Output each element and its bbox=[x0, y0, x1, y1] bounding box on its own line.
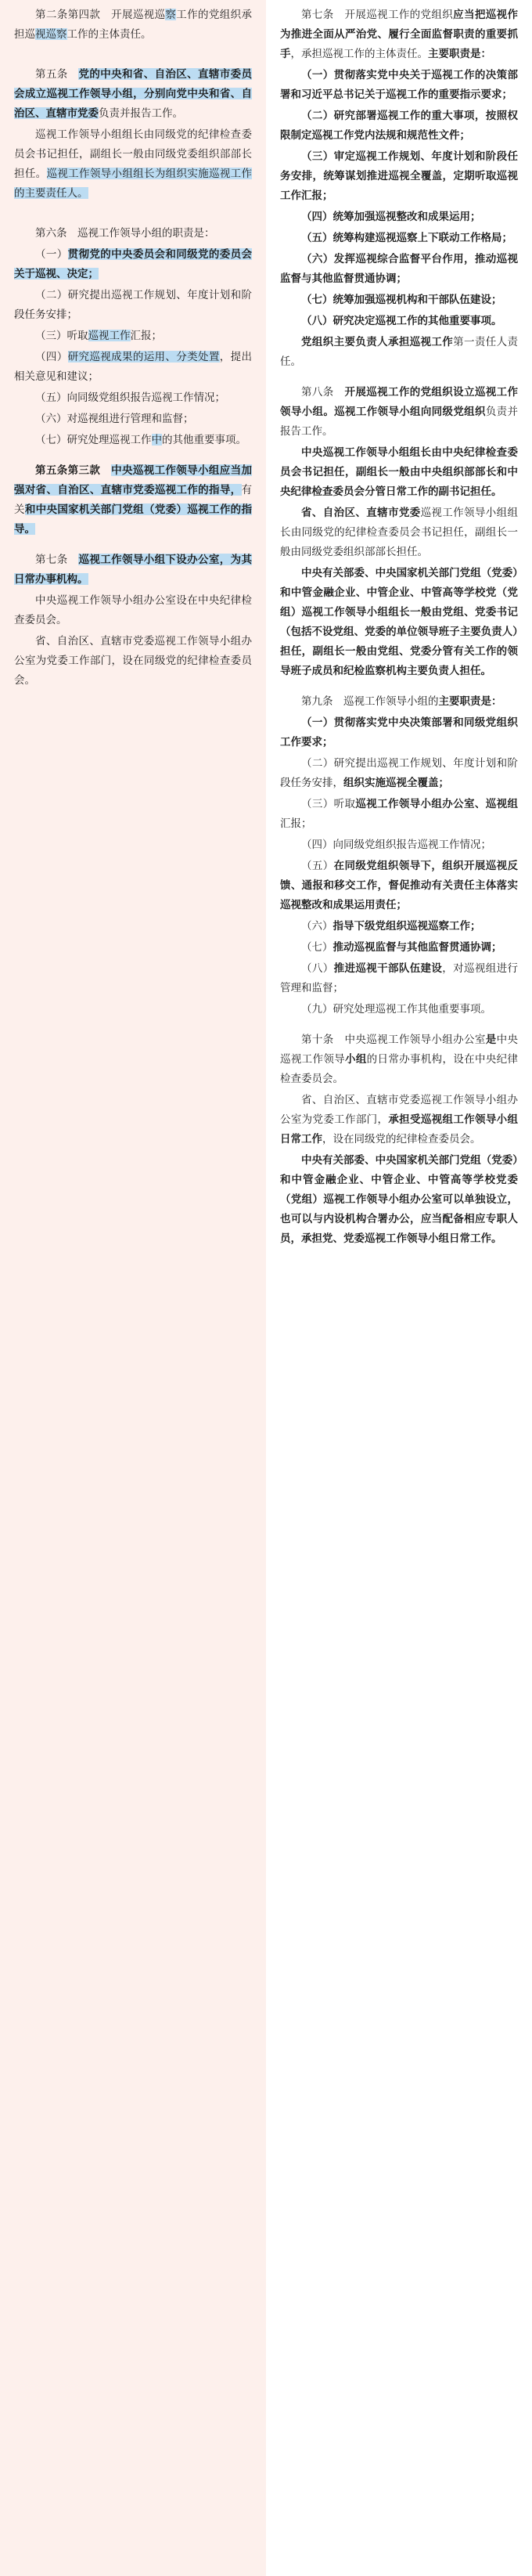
paragraph-art-7-r-5 bbox=[280, 228, 518, 247]
paragraph-art-10-r-p2 bbox=[280, 1090, 518, 1149]
text-run: 工作的党组织承担巡 bbox=[14, 9, 253, 40]
paragraph-art-7-p2 bbox=[14, 590, 252, 630]
text-run: 第六条 巡视工作领导小组的职责是： bbox=[35, 227, 215, 239]
text-run: （五）向同级党组织报告巡视工作情况； bbox=[35, 391, 225, 403]
text-run: 负责并报告工作。 bbox=[99, 107, 183, 119]
text-run: （二）研究部署巡视工作的重大事项，按照权限制定巡视工作党内法规和规范性文件； bbox=[280, 110, 518, 141]
text-run: （四）统筹加强巡视整改和成果运用； bbox=[301, 211, 481, 222]
text-run: （二）研究提出巡视工作规划、年度计划和阶段任务安排， bbox=[280, 757, 518, 788]
paragraph-art-6-6 bbox=[14, 409, 252, 428]
text-run: 推动巡视监督与其他监督贯通协调； bbox=[332, 941, 502, 953]
paragraph-art-5-3 bbox=[14, 460, 252, 539]
text-run: （六）发挥巡视综合监督平台作用，推动巡视监督与其他监督贯通协调； bbox=[280, 253, 518, 284]
text-run: 应当把巡视作为推进全面从严治党、履行全面监督职责的重要抓手 bbox=[280, 9, 519, 60]
paragraph-art-7-r-2 bbox=[280, 106, 518, 145]
paragraph-art-10-r bbox=[280, 1030, 518, 1088]
paragraph-art-9-r-3 bbox=[280, 794, 518, 833]
paragraph-art-6-5 bbox=[14, 388, 252, 407]
text-run: 推进巡视干部队伍建设 bbox=[333, 962, 443, 974]
text-run: 巡视工作领导小组办公室、巡视组 bbox=[355, 798, 519, 810]
text-run: 贯彻党的中央委员会和同级党的委员会关于巡视、决定； bbox=[14, 248, 253, 280]
text-run: 巡视工作 bbox=[88, 330, 131, 341]
text-run: （三）审定巡视工作规划、年度计划和阶段任务安排，统筹谋划推进巡视全覆盖，定期听取巡视工作汇报； bbox=[280, 150, 518, 201]
text-run: 第七条 开展巡视工作的党组织 bbox=[301, 9, 454, 20]
text-run: （七） bbox=[301, 941, 333, 953]
paragraph-art-7-r-3 bbox=[280, 146, 518, 205]
text-run: （八） bbox=[301, 962, 334, 974]
text-run: 和中央国家机关部门党组（党委）巡视工作的指导。 bbox=[14, 503, 253, 535]
text-run: 巡视工作领导小组组长为组织实施巡视工作的主要责任人。 bbox=[14, 168, 252, 199]
text-run: 党组织主要负责人承担巡视工作 bbox=[301, 336, 454, 348]
text-run: 组织实施巡视全覆盖； bbox=[343, 777, 449, 788]
paragraph-art-9-r-7 bbox=[280, 937, 518, 957]
right-column bbox=[266, 0, 532, 2576]
paragraph-art-10-r-p3 bbox=[280, 1150, 518, 1248]
text-run: 中央巡视工作领导小组办公室设在中央纪律检查委员会。 bbox=[14, 594, 252, 626]
text-run: （三）听取 bbox=[35, 330, 88, 341]
paragraph-art-6-1 bbox=[14, 244, 252, 283]
text-run: 主要职责是： bbox=[428, 48, 491, 60]
text-run: 省、自治区、直辖市党委 bbox=[301, 507, 421, 518]
paragraph-art-5 bbox=[14, 64, 252, 123]
text-run: （一）贯彻落实党中央关于巡视工作的决策部署和习近平总书记关于巡视工作的重要指示要求； bbox=[280, 69, 518, 100]
text-run: ，承担巡视工作的主体责任。 bbox=[290, 48, 428, 60]
text-run: 负责并报告工作。 bbox=[280, 406, 519, 437]
text-run: （一） bbox=[35, 248, 68, 260]
paragraph-art-7 bbox=[14, 550, 252, 589]
text-run: （四）向同级党组织报告巡视工作情况； bbox=[301, 839, 491, 850]
paragraph-art-5-p2 bbox=[14, 124, 252, 203]
text-run: 第一责任人责任。 bbox=[280, 336, 519, 367]
text-run: 主要职责是： bbox=[438, 695, 502, 707]
text-run: 中央巡视工作领导 bbox=[280, 1034, 519, 1065]
text-run: （七）研究处理巡视工作 bbox=[35, 434, 152, 446]
text-run: 省、自治区、直辖市党委巡视工作领导小组办公室为党委工作部门， bbox=[280, 1094, 518, 1125]
text-run: 汇报； bbox=[280, 817, 312, 829]
text-run: 第二条第四款 开展巡视巡 bbox=[35, 9, 166, 20]
paragraph-art-2-4 bbox=[14, 5, 252, 44]
text-run: （五） bbox=[301, 860, 334, 871]
paragraph-art-9-r-8 bbox=[280, 958, 518, 998]
paragraph-art-9-r-2 bbox=[280, 753, 518, 792]
text-run: 的其他重要事项。 bbox=[162, 434, 246, 446]
paragraph-art-7-p3 bbox=[14, 631, 252, 690]
text-run: 第九条 巡视工作领导小组的 bbox=[301, 695, 439, 707]
text-run: 中 bbox=[151, 434, 162, 446]
text-run: （六） bbox=[301, 920, 333, 932]
text-run: 党的中央和省、自治区、直辖市委员会成立巡视工作领导小组，分别向党中央和省、自治区、直辖市党委 bbox=[14, 68, 253, 119]
text-run: 在同级党组织领导下，组织开展巡视反馈、通报和移交工作，督促推动有关责任主体落实巡视整改和成果运用责任； bbox=[280, 860, 519, 911]
text-run: 是 bbox=[485, 1034, 497, 1045]
text-run: 第八条 bbox=[301, 386, 345, 398]
paragraph-art-7-r-end bbox=[280, 332, 518, 371]
paragraph-art-9-r-5 bbox=[280, 856, 518, 915]
text-run: 工作的主体责任。 bbox=[66, 28, 152, 40]
text-run: 有关 bbox=[14, 484, 252, 515]
text-run: ，对巡视组进行管理和监督； bbox=[280, 962, 519, 994]
text-run: 第五条 bbox=[35, 68, 79, 80]
text-run: ，设在同级党的纪律检查委员会。 bbox=[322, 1133, 481, 1145]
text-run: 承担受巡视组工作领导小组日常工作 bbox=[280, 1113, 519, 1145]
text-run: （三）听取 bbox=[301, 798, 356, 810]
paragraph-art-6-4 bbox=[14, 347, 252, 386]
paragraph-art-9-r bbox=[280, 691, 518, 711]
paragraph-art-6-7 bbox=[14, 430, 252, 449]
text-run: （二）研究提出巡视工作规划、年度计划和阶段任务安排； bbox=[14, 289, 252, 320]
paragraph-art-7-r bbox=[280, 5, 518, 63]
paragraph-art-7-r-6 bbox=[280, 249, 518, 288]
paragraph-art-7-r-1 bbox=[280, 65, 518, 104]
paragraph-art-6-3 bbox=[14, 326, 252, 345]
text-run: （一）贯彻落实党中央决策部署和同级党组织工作要求； bbox=[280, 716, 518, 748]
text-run: 指导下级党组织巡视巡察工作； bbox=[332, 920, 481, 932]
paragraph-art-6-2 bbox=[14, 285, 252, 324]
text-run: 巡视工作领导小组组长由同级党的纪律检查委员会书记担任，副组长一般由同级党委组织部部长担任。 bbox=[14, 128, 252, 179]
text-run: 第十条 中央巡视工作领导小组办公室 bbox=[301, 1034, 486, 1045]
text-run: 开展巡视工作的党组织设立巡视工作领导小组。巡视工作领导小组向同级党组织 bbox=[280, 386, 519, 417]
text-run: （六）对巡视组进行管理和监督； bbox=[35, 413, 194, 424]
text-run: （九）研究处理巡视工作其他重要事项。 bbox=[301, 1003, 491, 1015]
text-run: ，提出相关意见和建议； bbox=[14, 351, 253, 382]
paragraph-art-8-r-p4 bbox=[280, 563, 518, 680]
text-run: 中央有关部委、中央国家机关部门党组（党委）和中管金融企业、中管企业、中管高等学校党（党组）巡视工作领导小组组长一般由党组、党委书记（包括不设党组、党委的单位领导班子主要负责人）担任，副组长一般由党组、党委分管有关工作的领导班子成员和纪检监察机构主要负责人担任。 bbox=[280, 567, 518, 676]
text-run: 汇报； bbox=[130, 330, 162, 341]
text-run: 巡视工作领导小组下设办公室，为其日常办事机构。 bbox=[14, 554, 253, 585]
text-run: 小组 bbox=[345, 1053, 367, 1065]
paragraph-art-8-r bbox=[280, 382, 518, 441]
text-run: 的日常办事机构，设在中央纪律检查委员会。 bbox=[280, 1053, 519, 1084]
text-run: （七）统筹加强巡视机构和干部队伍建设； bbox=[301, 294, 502, 305]
text-run: （八）研究决定巡视工作的其他重要事项。 bbox=[301, 315, 502, 327]
paragraph-art-7-r-7 bbox=[280, 290, 518, 309]
paragraph-art-8-r-p2 bbox=[280, 442, 518, 501]
text-run: 视巡察 bbox=[35, 28, 67, 40]
text-run: 第五条第三款 bbox=[35, 464, 112, 476]
paragraph-art-7-r-4 bbox=[280, 207, 518, 226]
paragraph-art-6 bbox=[14, 223, 252, 243]
paragraph-art-9-r-6 bbox=[280, 916, 518, 936]
text-run: 察 bbox=[165, 9, 177, 20]
paragraph-art-9-r-1 bbox=[280, 713, 518, 752]
paragraph-art-9-r-9 bbox=[280, 999, 518, 1019]
text-run: 第七条 bbox=[35, 554, 79, 565]
text-run: （五）统筹构建巡视巡察上下联动工作格局； bbox=[301, 232, 512, 244]
paragraph-art-8-r-p3 bbox=[280, 503, 518, 561]
paragraph-art-7-r-8 bbox=[280, 311, 518, 330]
text-run: （四） bbox=[35, 351, 68, 363]
text-run: 巡视工作领导小组组长由同级党的纪律检查委员会书记担任，副组长一般由同级党委组织部部长担任。 bbox=[280, 507, 519, 557]
text-run: 中央巡视工作领导小组应当加强对省、自治区、直辖市党委巡视工作的指导， bbox=[14, 464, 253, 496]
paragraph-art-9-r-4 bbox=[280, 835, 518, 854]
text-run: 省、自治区、直辖市党委巡视工作领导小组办公室为党委工作部门，设在同级党的纪律检查委员会。 bbox=[14, 635, 252, 686]
text-run: 研究巡视成果的运用、分类处置 bbox=[67, 351, 220, 363]
text-run: 中央巡视工作领导小组组长由中央纪律检查委员会书记担任，副组长一般由中央组织部部长和中央纪律检查委员会分管日常工作的副书记担任。 bbox=[280, 446, 518, 497]
text-run: 中央有关部委、中央国家机关部门党组（党委）和中管金融企业、中管企业、中管高等学校党委（党组）巡视工作领导小组办公室可以单独设立，也可以与内设机构合署办公，应当配备相应专职人员，承担党、党委巡视工作领导小组日常工作。 bbox=[280, 1154, 518, 1244]
